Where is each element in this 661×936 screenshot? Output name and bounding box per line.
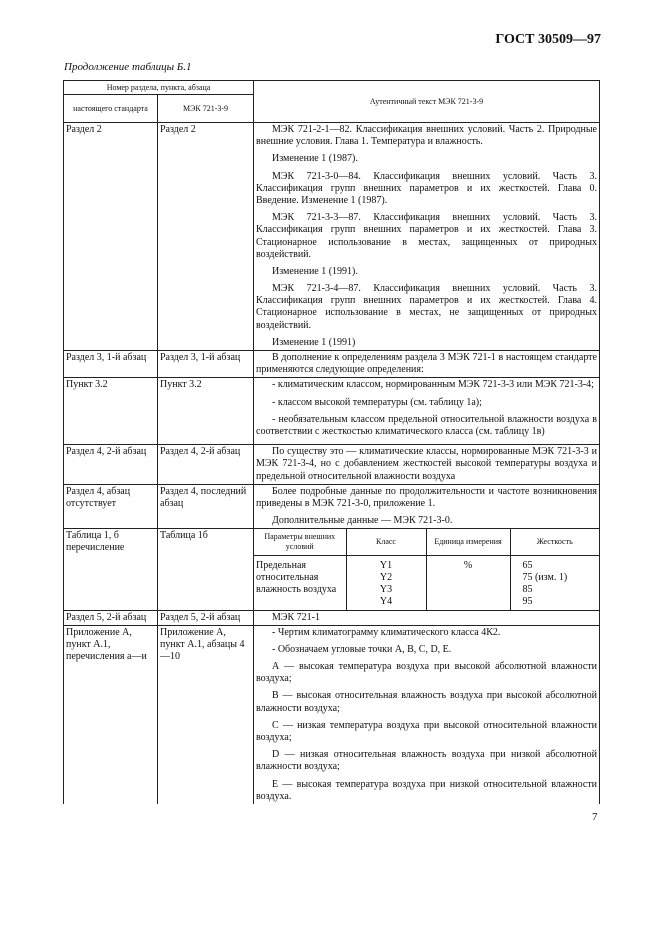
inner-header-severity: Жесткость bbox=[510, 529, 599, 555]
severity-value: 85 bbox=[522, 584, 533, 596]
cell-iec-ref: Раздел 3, 1-й абзац bbox=[158, 351, 254, 378]
paragraph: В — высокая относительная влажность воздуха при высокой абсолютной влажности воздуха; bbox=[256, 690, 597, 714]
severity-value: 75 (изм. 1) bbox=[522, 571, 568, 583]
paragraph: А — высокая температура воздуха при высокой абсолютной влажности воздуха; bbox=[256, 661, 597, 685]
list-item: - Обозначаем угловые точки А, В, С, D, Е. bbox=[272, 643, 452, 655]
table-row bbox=[64, 445, 600, 485]
table-row bbox=[64, 625, 600, 804]
paragraph: Е — высокая температура воздуха при низкой относительной влажности воздуха. bbox=[256, 778, 597, 802]
table-row bbox=[64, 610, 600, 625]
severity-value: 65 bbox=[522, 559, 533, 571]
cell-text bbox=[254, 484, 600, 529]
header-this-standard: настоящего стандарта bbox=[64, 95, 158, 123]
severity-value: 95 bbox=[522, 596, 533, 608]
inner-severities bbox=[510, 555, 599, 609]
inner-header-param: Параметры внешних условий bbox=[254, 529, 346, 555]
paragraph: Изменение 1 (1991) bbox=[272, 336, 356, 348]
list-item: - Чертим климатограмму климатического класса 4К2. bbox=[272, 626, 501, 638]
cell-iec-ref: Раздел 4, 2-й абзац bbox=[158, 445, 254, 485]
table-continuation-label: Продолжение таблицы Б.1 bbox=[64, 61, 192, 73]
cell-standard-ref: Пункт 3.2 bbox=[64, 378, 158, 445]
paragraph: Более подробные данные по продолжительности и частоте возникновения приведены в МЭК 721-3-0, приложение 1. bbox=[256, 485, 597, 509]
table-row bbox=[64, 529, 600, 610]
cell-standard-ref: Раздел 2 bbox=[64, 123, 158, 351]
paragraph: D — низкая относительная влажность воздуха при низкой абсолютной влажности воздуха; bbox=[256, 749, 597, 773]
cell-text bbox=[254, 351, 600, 378]
inner-unit: % bbox=[426, 555, 510, 609]
cell-standard-ref: Раздел 5, 2-й абзац bbox=[64, 610, 158, 625]
inner-header-unit: Единица измерения bbox=[426, 529, 510, 555]
table-row bbox=[64, 351, 600, 378]
paragraph: Дополнительные данные — МЭК 721-3-0. bbox=[272, 515, 453, 527]
paragraph: МЭК 721-2-1—82. Классификация внешних условий. Часть 2. Природные внешние условия. Глава 1. Температура и влажность. bbox=[256, 124, 597, 148]
list-item: - классом высокой температуры (см. таблицу 1а); bbox=[272, 396, 482, 408]
cell-iec-ref: Пункт 3.2 bbox=[158, 378, 254, 445]
document-code: ГОСТ 30509—97 bbox=[495, 32, 601, 47]
inner-classes bbox=[346, 555, 426, 609]
header-section-group: Номер раздела, пункта, абзаца bbox=[64, 81, 254, 95]
class-value: Y1 bbox=[379, 559, 393, 571]
cell-iec-ref: Раздел 2 bbox=[158, 123, 254, 351]
cell-iec-ref: Приложение А, пункт А.1, абзацы 4—10 bbox=[158, 625, 254, 804]
cell-text bbox=[254, 445, 600, 485]
table-row bbox=[64, 484, 600, 529]
paragraph: МЭК 721-3-0—84. Классификация внешних условий. Часть 3. Классификация групп внешних параметров и их жесткостей. Глава 0. Введение. Изменение 1 (1987). bbox=[256, 170, 597, 206]
paragraph: МЭК 721-3-4—87. Классификация внешних условий. Часть 3. Классификация групп внешних параметров и их жесткостей. Глава 4. Стационарное использование в местах, не защищенных от природных воздействий. bbox=[256, 283, 597, 331]
header-authentic-text: Аутентичный текст МЭК 721-3-9 bbox=[254, 81, 600, 123]
paragraph: С — низкая температура воздуха при высокой относительной влажности воздуха; bbox=[256, 719, 597, 743]
table-row bbox=[64, 378, 600, 445]
inner-param-value: Предельная относительная влажность воздуха bbox=[254, 555, 346, 609]
inner-header-class: Класс bbox=[346, 529, 426, 555]
list-item: - необязательным классом предельной относительной влажности воздуха в соответствии с жесткостью климатического класса (см. таблицу 1в) bbox=[256, 413, 597, 437]
cell-nested-table bbox=[254, 529, 600, 610]
cell-standard-ref: Раздел 3, 1-й абзац bbox=[64, 351, 158, 378]
header-iec: МЭК 721-3-9 bbox=[158, 95, 254, 123]
cell-standard-ref: Раздел 4, абзац отсутствует bbox=[64, 484, 158, 529]
paragraph: МЭК 721-3-3—87. Классификация внешних условий. Часть 3. Классификация групп внешних параметров и их жесткостей. Глава 3. Стационарное использование в местах, защищенных от природных воздействий. bbox=[256, 212, 597, 260]
cell-iec-ref: Раздел 5, 2-й абзац bbox=[158, 610, 254, 625]
cell-text bbox=[254, 610, 600, 625]
class-value: Y3 bbox=[379, 584, 393, 596]
paragraph: В дополнение к определениям раздела 3 МЭК 721-1 в настоящем стандарте применяются следующие определения: bbox=[256, 352, 597, 376]
paragraph: МЭК 721-1 bbox=[272, 611, 320, 623]
table-row bbox=[64, 123, 600, 351]
cell-standard-ref: Раздел 4, 2-й абзац bbox=[64, 445, 158, 485]
paragraph: Изменение 1 (1991). bbox=[272, 265, 358, 277]
cell-text bbox=[254, 378, 600, 445]
table-1b bbox=[254, 529, 599, 609]
paragraph: По существу это — климатические классы, нормированные МЭК 721-3-3 и МЭК 721-3-4, но с добавлением жесткостей высокой температуры воздуха и предельной относительной влажности воздуха bbox=[256, 446, 597, 482]
correspondence-table bbox=[63, 80, 600, 804]
page-number: 7 bbox=[592, 811, 598, 823]
list-item: - климатическим классом, нормированным МЭК 721-3-3 или МЭК 721-3-4; bbox=[272, 379, 594, 391]
cell-text bbox=[254, 625, 600, 804]
cell-iec-ref: Раздел 4, последний абзац bbox=[158, 484, 254, 529]
cell-standard-ref: Приложение А, пункт А.1, перечисления а—и bbox=[64, 625, 158, 804]
class-value: Y2 bbox=[379, 571, 393, 583]
cell-standard-ref: Таблица 1, б перечисление bbox=[64, 529, 158, 610]
cell-text bbox=[254, 123, 600, 351]
class-value: Y4 bbox=[379, 596, 393, 608]
cell-iec-ref: Таблица 1б bbox=[158, 529, 254, 610]
paragraph: Изменение 1 (1987). bbox=[272, 153, 358, 165]
